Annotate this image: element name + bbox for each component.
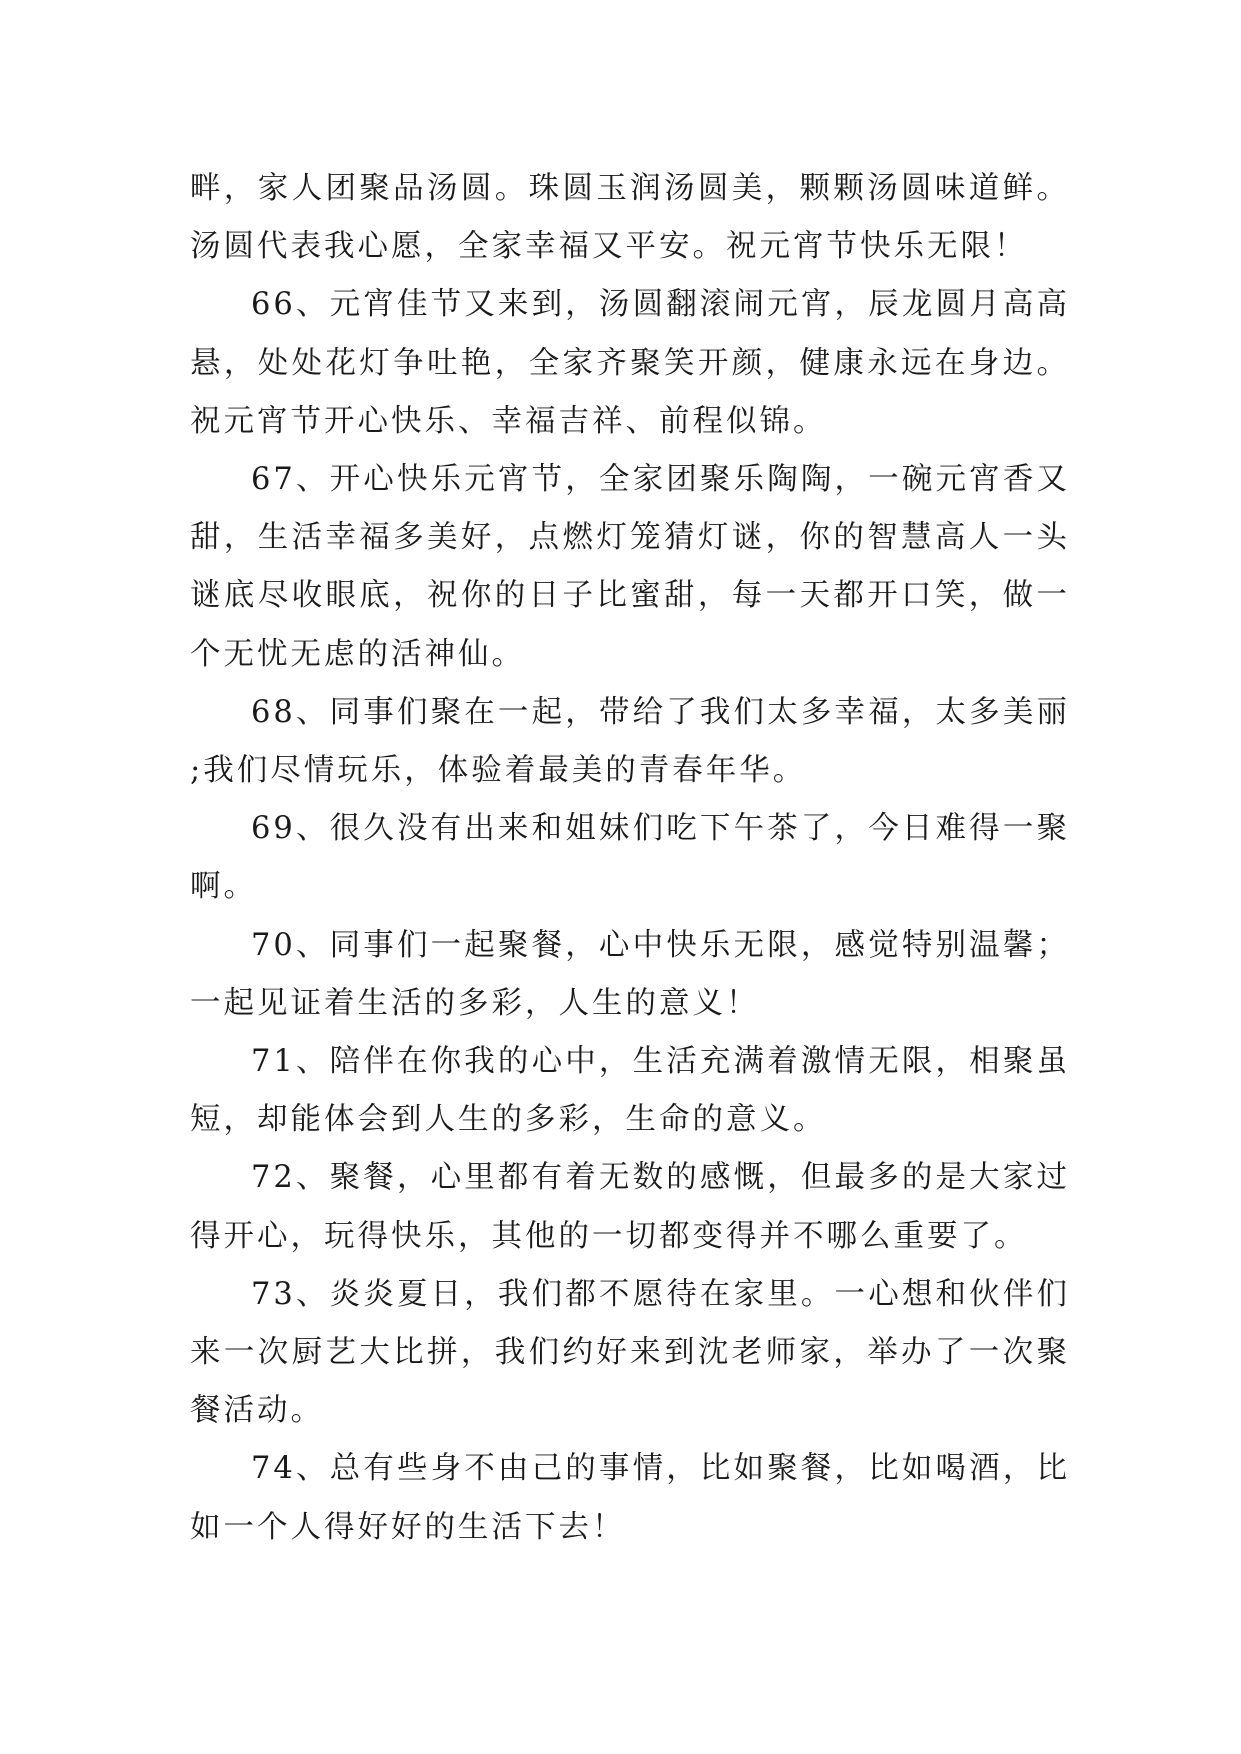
- paragraph-68: 68、同事们聚在一起，带给了我们太多幸福，太多美丽;我们尽情玩乐，体验着最美的青春年华。: [190, 694, 1070, 789]
- paragraph-74: 74、总有些身不由己的事情，比如聚餐，比如喝酒，比如一个人得好好的生活下去！: [190, 1451, 1070, 1545]
- paragraph-66: 66、元宵佳节又来到，汤圆翻滚闹元宵，辰龙圆月高高悬，处处花灯争吐艳，全家齐聚笑开颜，健康永远在身边。祝元宵节开心快乐、幸福吉祥、前程似锦。: [190, 287, 1070, 439]
- paragraph-71: 71、陪伴在你我的心中，生活充满着激情无限，相聚虽短，却能体会到人生的多彩，生命的意义。: [190, 1044, 1070, 1138]
- paragraph-continuation: 畔，家人团聚品汤圆。珠圆玉润汤圆美，颗颗汤圆味道鲜。汤圆代表我心愿，全家幸福又平安。祝元宵节快乐无限！: [190, 171, 1070, 265]
- paragraph-69: 69、很久没有出来和姐妹们吃下午茶了，今日难得一聚啊。: [190, 811, 1070, 905]
- document-body: [190, 160, 1070, 1557]
- paragraph-70: 70、同事们一起聚餐，心中快乐无限，感觉特别温馨；一起见证着生活的多彩，人生的意义！: [190, 927, 1070, 1021]
- paragraph-72: 72、聚餐，心里都有着无数的感慨，但最多的是大家过得开心，玩得快乐，其他的一切都变得并不哪么重要了。: [190, 1160, 1070, 1254]
- paragraph-67: 67、开心快乐元宵节，全家团聚乐陶陶，一碗元宵香又甜，生活幸福多美好，点燃灯笼猜灯谜，你的智慧高人一头谜底尽收眼底，祝你的日子比蜜甜，每一天都开口笑，做一个无忧无虑的活神仙。: [190, 462, 1070, 672]
- paragraph-73: 73、炎炎夏日，我们都不愿待在家里。一心想和伙伴们来一次厨艺大比拼，我们约好来到沈老师家，举办了一次聚餐活动。: [190, 1276, 1070, 1429]
